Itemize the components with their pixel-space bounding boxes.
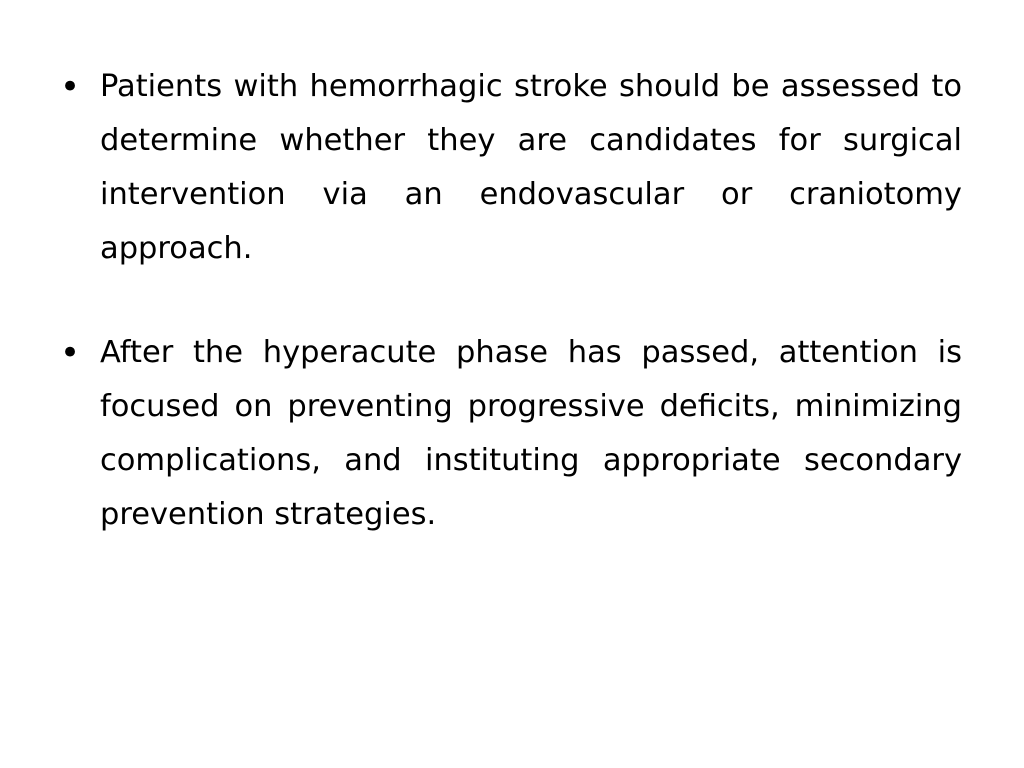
bullet-icon: •: [60, 67, 81, 107]
bullet-text-2: After the hyperacute phase has passed, attention is focused on preventing progressive deficits, minimizing complications, and instituting appropriate secondary prevention strategies.: [100, 335, 962, 532]
bullet-item-2: [60, 326, 962, 542]
bullet-list: [60, 60, 962, 542]
bullet-text-1: Patients with hemorrhagic stroke should be assessed to determine whether they are candidates for surgical intervention via an endovascular or craniotomy approach.: [100, 69, 962, 266]
slide-content: [60, 60, 962, 592]
bullet-icon: •: [60, 333, 81, 373]
bullet-item-1: [60, 60, 962, 276]
